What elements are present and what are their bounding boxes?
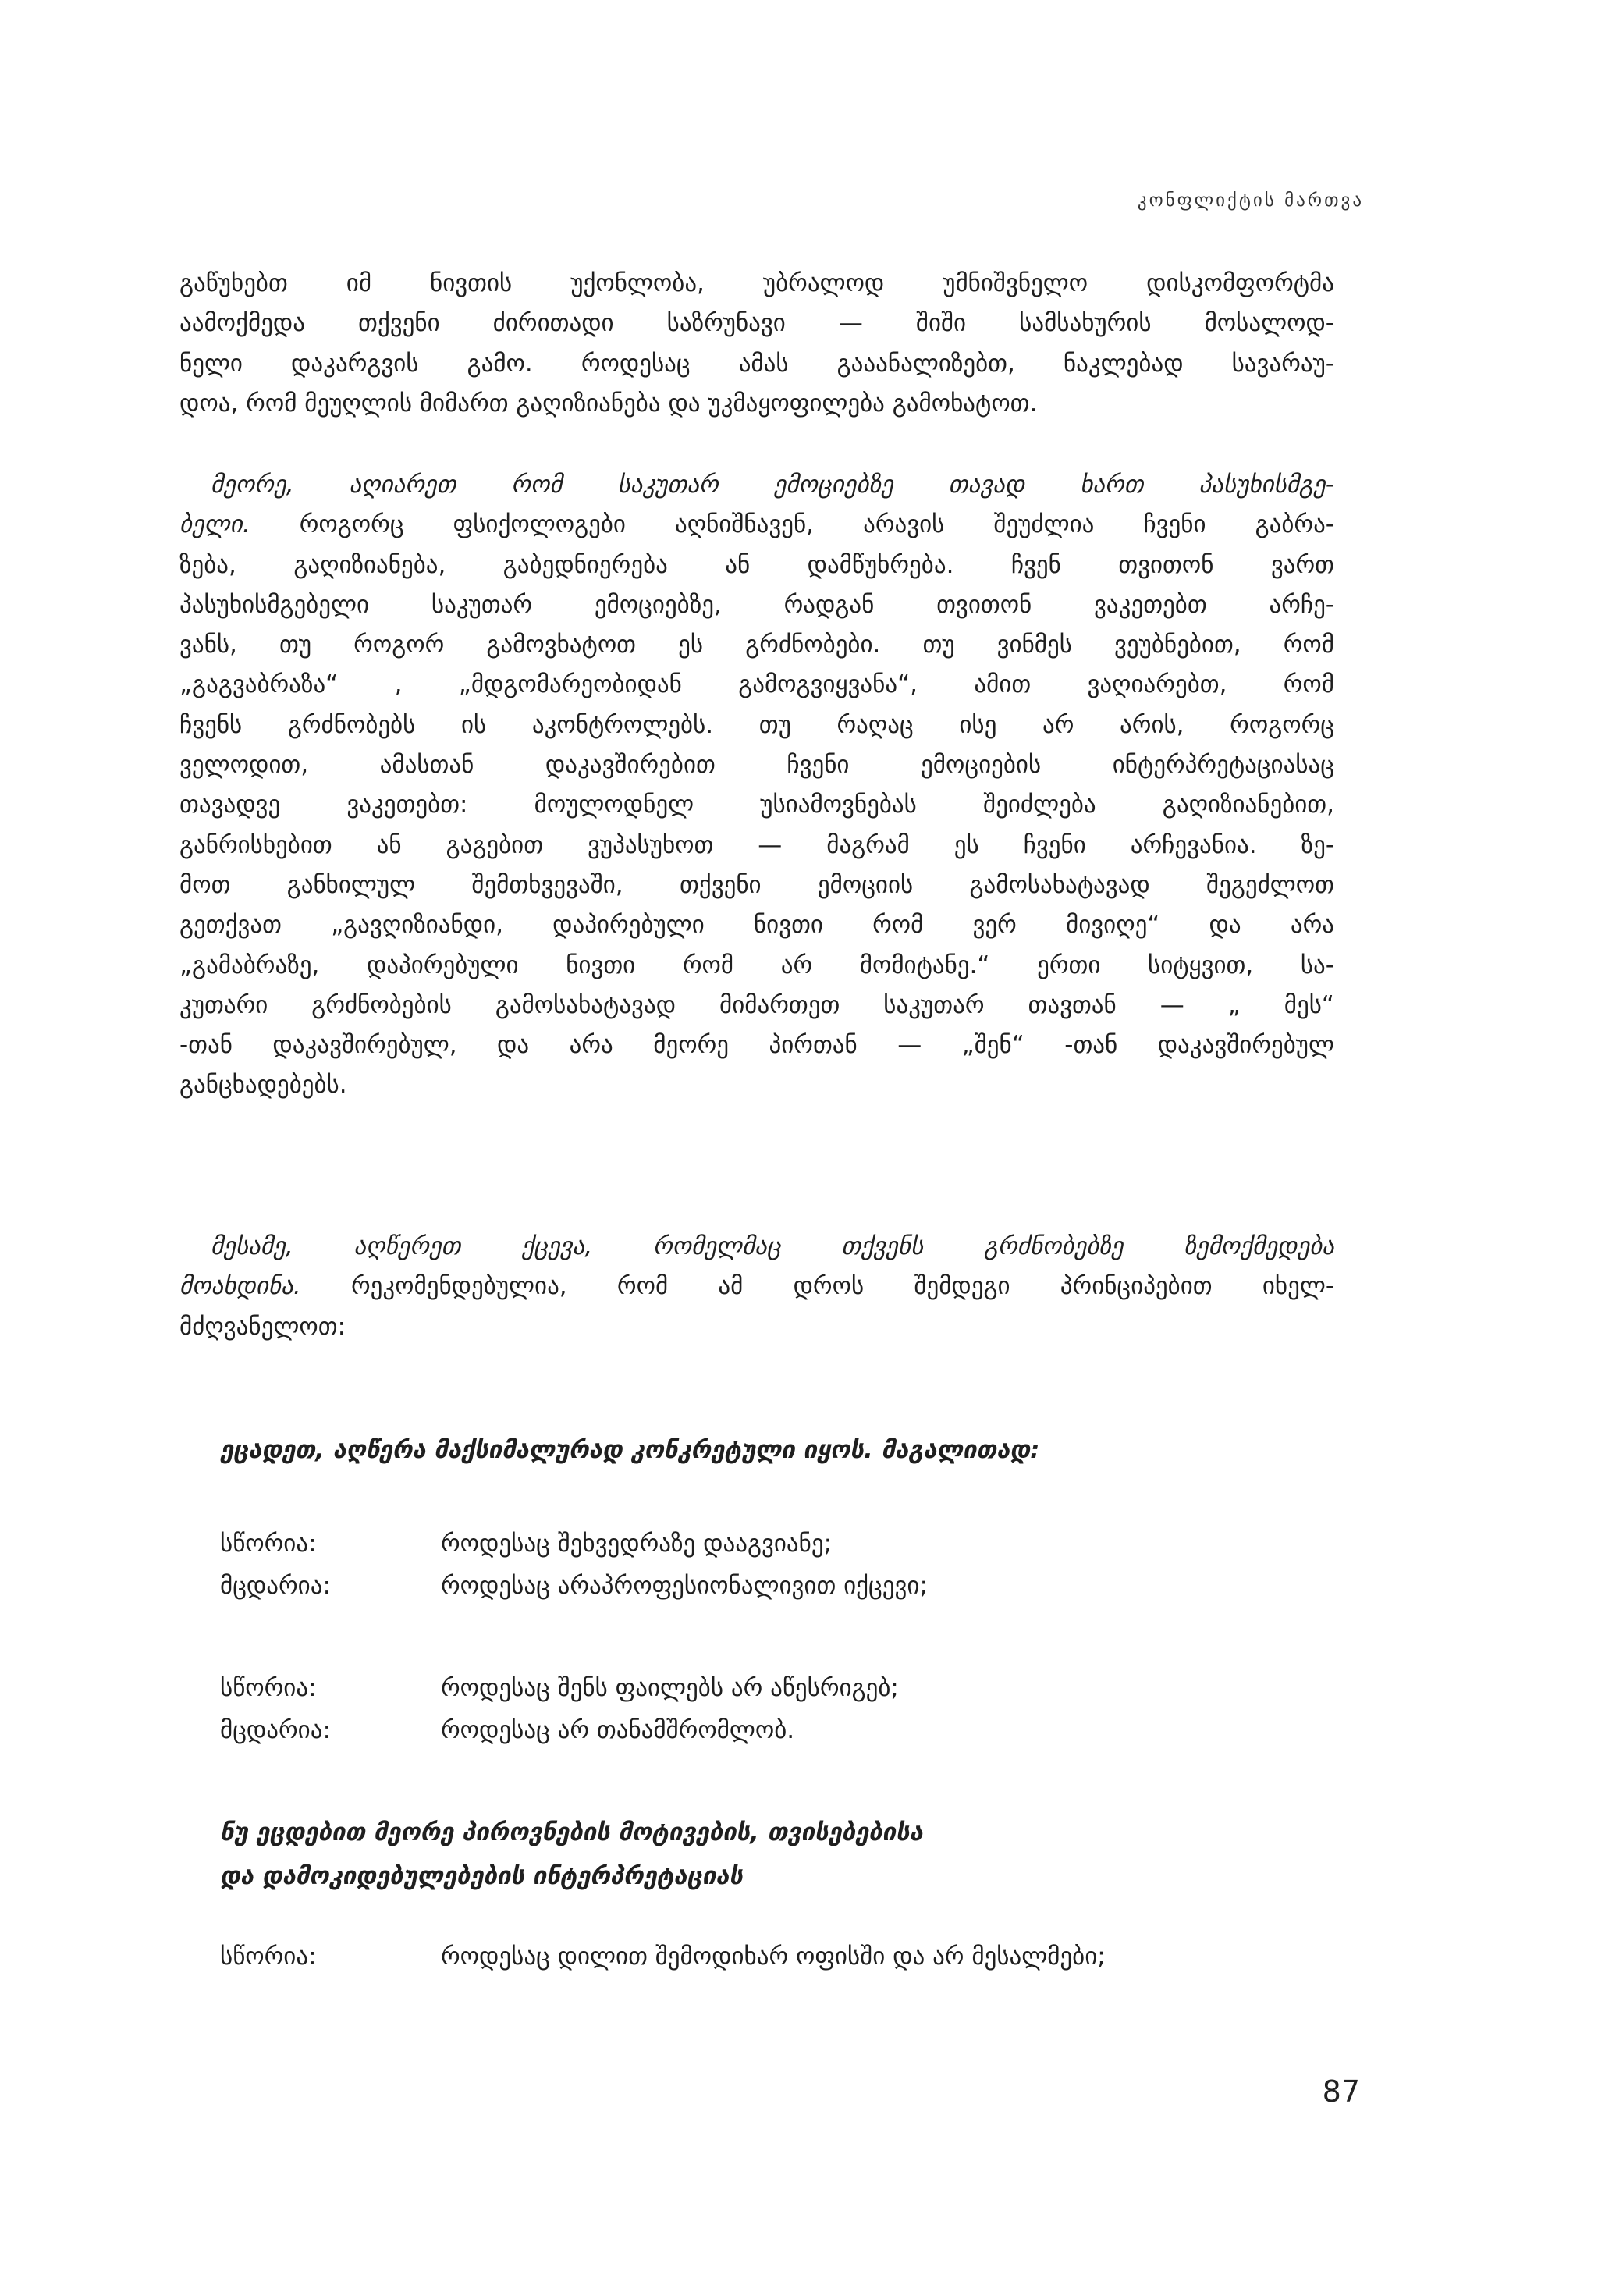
text-line: ზება, გაღიზიანება, გაბედნიერება ან დამწუხრება. ჩვენ თვითონ ვართ: [179, 550, 1334, 579]
text-line: [179, 1267, 1334, 1306]
text-span: როგორც ფსიქოლოგები აღნიშნავენ, არავის შეუძლია ჩვენი გაბრა-: [250, 510, 1334, 539]
text-line: ველოდით, ამასთან დაკავშირებით ჩვენი ემოციების ინტერპრეტაციასაც: [179, 751, 1334, 780]
italic-lead: მოახდინა.: [179, 1272, 301, 1301]
text-line: [179, 505, 1334, 545]
example-row: [220, 1709, 1375, 1751]
example-text: როდესაც შეხვედრაზე დააგვიანე;: [441, 1530, 833, 1558]
text-line: ჩვენს გრძნობებს ის აკონტროლებს. თუ რაღაც ისე არ არის, როგორც: [179, 710, 1334, 739]
example-label: სწორია:: [220, 1942, 317, 1971]
example-label: მცდარია:: [220, 1716, 331, 1744]
text-line: ვანს, თუ როგორ გამოვხატოთ ეს გრძნობები. თუ ვინმეს ვეუბნებით, რომ: [179, 631, 1334, 659]
text-line: ნელი დაკარგვის გამო. როდესაც ამას გააანალიზებთ, ნაკლებად სავარაუ-: [179, 349, 1334, 378]
running-header: კონფლიქტის მართვა: [1137, 190, 1364, 211]
text-span: რეკომენდებულია, რომ ამ დროს შემდეგი პრინციპებით იხელ-: [300, 1272, 1334, 1301]
section-1: [220, 1428, 1375, 1472]
example-text: როდესაც არაპროფესიონალივით იქცევი;: [441, 1572, 928, 1600]
page-number: 87: [1322, 2074, 1360, 2109]
text-line: კუთარი გრძნობების გამოსახატავად მიმართეთ საკუთარ თავთან — „ მეს“: [179, 990, 1334, 1019]
text-line: [179, 465, 1334, 505]
example-row: [220, 1565, 1375, 1607]
example-label: სწორია:: [220, 1530, 317, 1558]
example-row: [220, 1667, 1375, 1709]
text-line: განრისხებით ან გაგებით ვუპასუხოთ — მაგრამ ეს ჩვენი არჩევანია. ზე-: [179, 830, 1334, 859]
text-line: -თან დაკავშირებულ, და არა მეორე პირთან — „შენ“ -თან დაკავშირებულ: [179, 1031, 1334, 1060]
text-line: პასუხისმგებელი საკუთარ ემოციებზე, რადგან თვითონ ვაკეთებთ არჩე-: [179, 590, 1334, 619]
text-line: მოთ განხილულ შემთხვევაში, თქვენი ემოციის გამოსახატავად შეგეძლოთ: [179, 870, 1334, 899]
example-text: როდესაც შენს ფაილებს არ აწესრიგებ;: [441, 1674, 899, 1702]
text-line: თავადვე ვაკეთებთ: მოულოდნელ უსიამოვნებას შეიძლება გაღიზიანებით,: [179, 791, 1334, 819]
text-line: განცხადებებს.: [179, 1071, 347, 1100]
paragraph-3: [179, 1227, 1334, 1347]
example-row: [220, 1523, 1375, 1565]
text-line: აამოქმედა თქვენი ძირითადი საზრუნავი — შიში სამსახურის მოსალოდ-: [179, 309, 1334, 338]
section-heading-line: და დამოკიდებულებების ინტერპრეტაციას: [220, 1862, 743, 1890]
example-row: [220, 1935, 1375, 1978]
section-2: [220, 1811, 1375, 1898]
example-group-2: [220, 1667, 1375, 1751]
example-group-1: [220, 1523, 1375, 1607]
example-text: როდესაც დილით შემოდიხარ ოფისში და არ მესალმები;: [441, 1942, 1106, 1971]
example-label: მცდარია:: [220, 1572, 331, 1600]
text-line: „გამაბრაზე, დაპირებული ნივთი რომ არ მომიტანე.“ ერთი სიტყვით, სა-: [179, 951, 1334, 979]
section-heading: ეცადეთ, აღწერა მაქსიმალურად კონკრეტული იყოს. მაგალითად:: [220, 1436, 1040, 1464]
example-group-3: [220, 1935, 1375, 1978]
text-line: მძღვანელოთ:: [179, 1312, 346, 1341]
example-text: როდესაც არ თანამშრომლობ.: [441, 1716, 795, 1744]
text-line: გაწუხებთ იმ ნივთის უქონლობა, უბრალოდ უმნიშვნელო დისკომფორტმა: [179, 269, 1334, 297]
text-line: [179, 1227, 1334, 1267]
example-label: სწორია:: [220, 1674, 317, 1702]
text-line: დოა, რომ მეუღლის მიმართ გაღიზიანება და უკმაყოფილება გამოხატოთ.: [179, 389, 1038, 418]
text-line: გეთქვათ „გავღიზიანდი, დაპირებული ნივთი რომ ვერ მივიღე“ და არა: [179, 911, 1334, 940]
italic-lead: ბელი.: [179, 510, 250, 539]
paragraph-2: [179, 465, 1334, 1106]
text-line: „გაგვაბრაზა“ , „მდგომარეობიდან გამოგვიყვანა“, ამით ვაღიარებთ, რომ: [179, 670, 1334, 699]
italic-lead: მეორე, აღიარეთ რომ საკუთარ ემოციებზე თავად ხართ პასუხისმგე-: [211, 471, 1334, 499]
paragraph-1: [179, 264, 1334, 424]
section-heading-line: ნუ ეცდებით მეორე პიროვნების მოტივების, თვისებებისა: [220, 1818, 923, 1846]
italic-lead: მესამე, აღწერეთ ქცევა, რომელმაც თქვენს გრძნობებზე ზემოქმედება: [211, 1232, 1334, 1260]
